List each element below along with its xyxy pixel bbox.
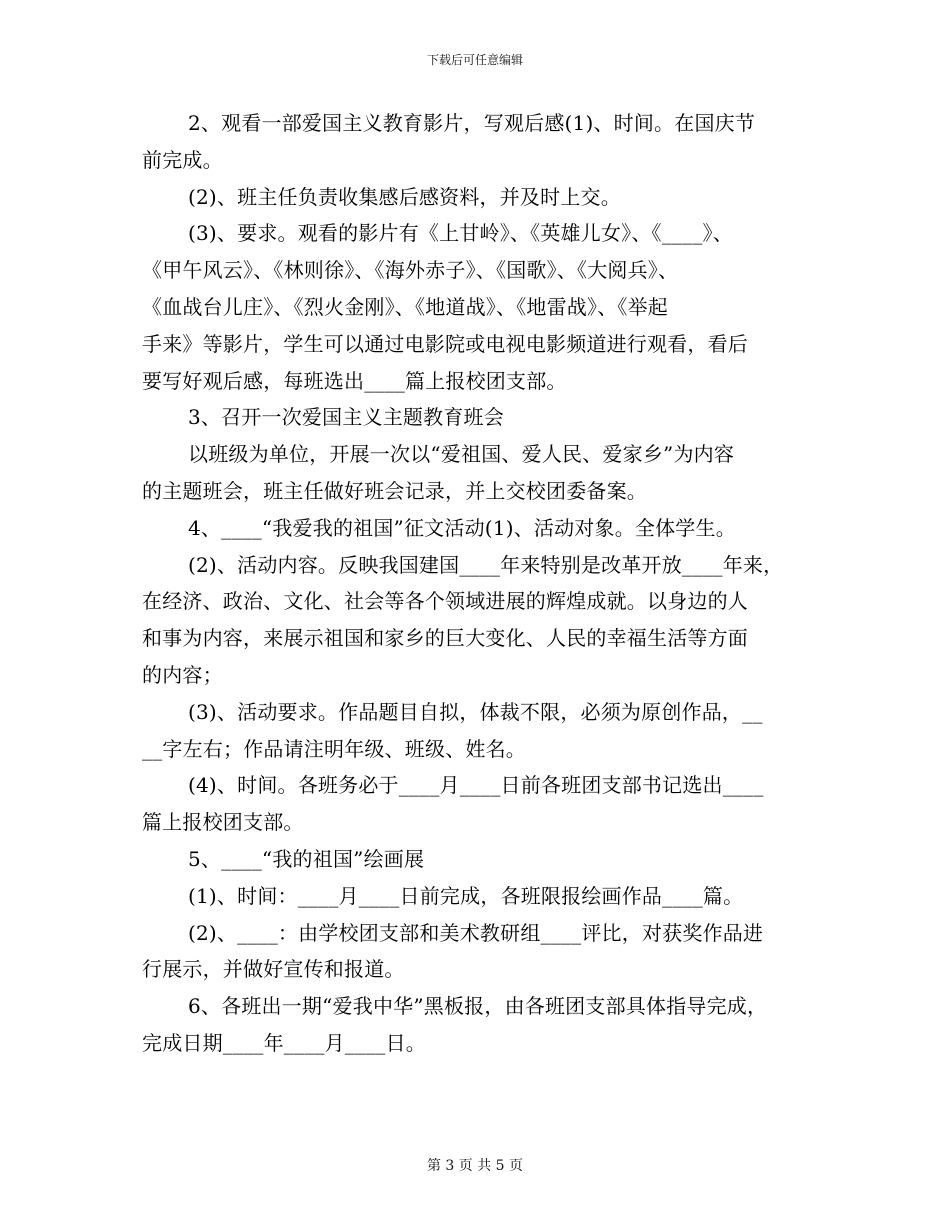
paragraph-line: 《甲午风云》、《林则徐》、《海外赤子》、《国歌》、《大阅兵》、 xyxy=(142,258,679,283)
document-body xyxy=(142,105,810,1062)
paragraph-line: (2)、活动内容。反映我国建国____年来特别是改革开放____年来， xyxy=(188,552,784,577)
paragraph-line: 的主题班会，班主任做好班会记录，并上交校团委备案。 xyxy=(142,478,647,503)
paragraph-line: 和事为内容，来展示祖国和家乡的巨大变化、人民的幸福生活等方面 xyxy=(142,626,748,651)
paragraph-line: 2、观看一部爱国主义教育影片，写观后感(1)、时间。在国庆节 xyxy=(188,111,756,135)
page-footer: 第 3 页 共 5 页 xyxy=(426,1158,524,1174)
paragraph-line: 要写好观后感，每班选出____篇上报校团支部。 xyxy=(142,368,567,393)
paragraph-line: 完成日期____年____月____日。 xyxy=(142,1030,426,1055)
paragraph-line: 5、____“我的祖国”绘画展 xyxy=(188,846,425,871)
paragraph-line: (3)、要求。观看的影片有《上甘岭》、《英雄儿女》、《____》、 xyxy=(188,221,733,246)
paragraph-line: (2)、____：由学校团支部和美术教研组____评比，对获奖作品进 xyxy=(188,920,764,945)
paragraph-line: 《血战台儿庄》、《烈火金刚》、《地道战》、《地雷战》、《举起 xyxy=(142,294,668,319)
paragraph-line: 前完成。 xyxy=(142,147,223,172)
paragraph-line: 3、召开一次爱国主义主题教育班会 xyxy=(188,405,504,430)
paragraph-line: (3)、活动要求。作品题目自拟，体裁不限，必须为原创作品，__ xyxy=(188,699,763,724)
paragraph-line: (4)、时间。各班务必于____月____日前各班团支部书记选出____ xyxy=(188,773,764,798)
paragraph-line: 手来》等影片，学生可以通过电影院或电视电影频道进行观看，看后 xyxy=(142,331,748,356)
paragraph-line: 篇上报校团支部。 xyxy=(142,810,304,835)
paragraph-line: (2)、班主任负责收集感后感资料，并及时上交。 xyxy=(188,184,621,209)
paragraph-line: 在经济、政治、文化、社会等各个领域进展的辉煌成就。以身边的人 xyxy=(142,589,748,614)
paragraph-line: 4、____“我爱我的祖国”征文活动(1)、活动对象。全体学生。 xyxy=(188,515,736,540)
paragraph-line: (1)、时间：____月____日前完成，各班限报绘画作品____篇。 xyxy=(188,883,744,908)
page-header: 下载后可任意编辑 xyxy=(426,53,523,67)
paragraph-line: 的内容； xyxy=(142,662,223,687)
paragraph-line: 6、各班出一期“爱我中华”黑板报，由各班团支部具体指导完成， xyxy=(188,994,768,1019)
paragraph-line: 以班级为单位，开展一次以“爱祖国、爱人民、爱家乡”为内容 xyxy=(188,442,735,467)
paragraph-line: __字左右；作品请注明年级、班级、姓名。 xyxy=(142,736,526,761)
paragraph-line: 行展示，并做好宣传和报道。 xyxy=(142,957,405,982)
